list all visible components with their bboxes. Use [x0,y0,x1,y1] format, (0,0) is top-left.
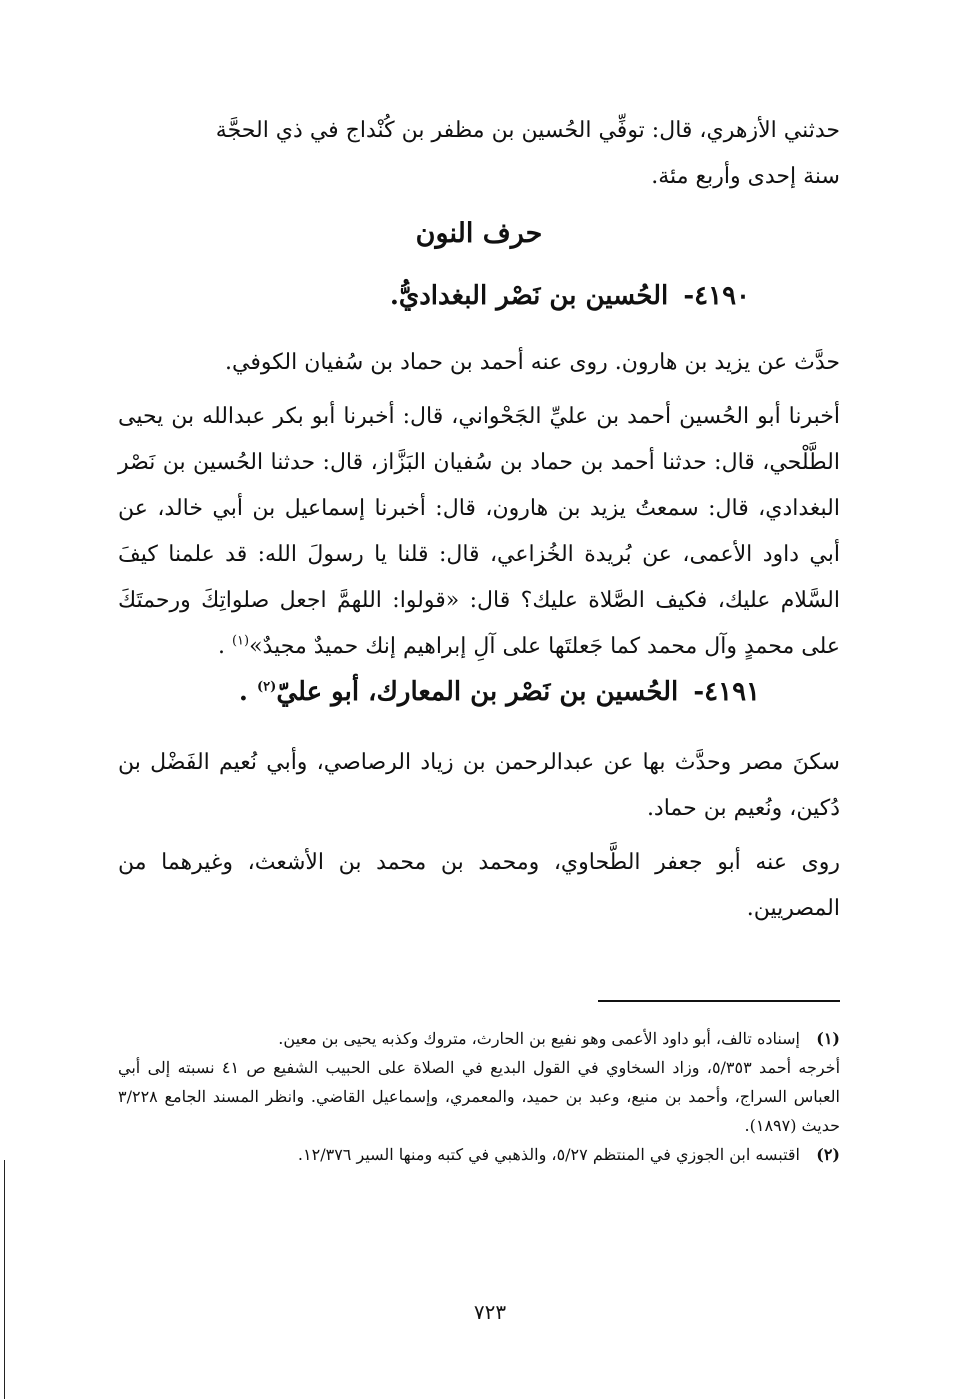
footnote-continuation: أخرجه أحمد ٥/٣٥٣، وزاد السخاوي في القول البديع في الصلاة على الحبيب الشفيع ص ٤١ نسبته إلى أبي العباس السراج، وأحمد بن منيع، وعبد بن حميد، والمعمري، وإسماعيل القاضي. وانظر المسند الجامع ٣/٢٢٨ حديث (١٨٩٧). [118,1058,841,1135]
footnote-text: اقتبسه ابن الجوزي في المنتظم ٥/٢٧، والذهبي في كتبه ومنها السير ١٢/٣٧٦. [297,1145,800,1164]
entry-paragraph: أخبرنا أبو الحُسين أحمد بن عليِّ الجَحْواني، قال: أخبرنا أبو بكر عبدالله بن يحيى الطَّلْحي، قال: حدثنا أحمد بن حماد بن سُفيان البَزَّاز، قال: حدثنا الحُسين بن نَصْر البغدادي، قال: سمعتُ يزيد بن هارون، قال: أخبرنا إسماعيل بن أبي خالد، عن أبي داود الأعمى، عن بُريدة الخُزاعي، قال: قلنا يا رسولَ الله: قد علمنا كيفَ السَّلام عليك، فكيف الصَّلاة عليك؟ قال: «قولوا: اللهمَّ اجعل صلواتِكَ ورحمتَكَ على محمدٍ وآل محمد كما جَعلتَها على آلِ إبراهيم إنك حميدٌ مجيدٌ»$^{(١)}$ . [118,404,840,659]
entry-paragraph: روى عنه أبو جعفر الطَّحاوي، ومحمد بن محمد بن الأشعث، وغيرهما من المصريين. [118,850,840,921]
intro-line-2: سنة إحدى وأربع مئة. [651,164,840,189]
footnote-ref[interactable]: (١) [231,633,250,649]
section-heading: حرف النون [415,218,543,249]
footnote-ref[interactable]: (٢) [257,679,277,695]
hadith-text: أخبرنا أبو الحُسين أحمد بن عليِّ الجَحْواني، قال: أخبرنا أبو بكر عبدالله بن يحيى الطَّلْحي، قال: حدثنا أحمد بن حماد بن سُفيان البَزَّاز، قال: حدثنا الحُسين بن نَصْر البغدادي، قال: سمعتُ يزيد بن هارون، قال: أخبرنا إسماعيل بن أبي خالد، عن أبي داود الأعمى، عن بُريدة الخُزاعي، قال: قلنا يا رسولَ الله: قد علمنا كيفَ السَّلام عليك، فكيف الصَّلاة عليك؟ قال: «قولوا: اللهمَّ اجعل صلواتِكَ ورحمتَكَ على محمدٍ وآل محمد كما جَعلتَها على آلِ إبراهيم إنك حميدٌ مجيدٌ» [118,404,840,659]
page-body [118,108,840,932]
entry-number: ٤١٩١- [693,677,760,707]
entry-name: الحُسين بن نَصْر بن المعارك، أبو عليّ [276,677,679,707]
footnote-item [118,1140,840,1169]
intro-line-1: حدثني الأزهري، قال: توفِّي الحُسين بن مظفر بن كُنْداج في ذي الحجَّة [215,118,840,143]
footnote-marker: (١) [816,1029,840,1048]
scan-margin-line [4,1160,5,1399]
entry-number: ٤١٩٠- [683,281,750,311]
page-number: ٧٢٣ [473,1300,507,1324]
entry-name: الحُسين بن نَصْر البغداديُّ. [389,281,669,311]
entry-paragraph: سكنَ مصر وحدَّث بها عن عبدالرحمن بن زياد الرصاصي، وأبي نُعيم الفَضْل بن دُكين، ونُعيم بن حماد. [118,750,840,821]
entry-paragraph: حدَّث عن يزيد بن هارون. روى عنه أحمد بن حماد بن سُفيان الكوفي. [225,350,840,375]
intro-paragraph [118,108,840,200]
footnote-separator [598,1000,840,1002]
footnotes [118,1024,840,1169]
entry-heading-4191: ٤١٩١- الحُسين بن نَصْر بن المعارك، أبو عليّ$^{(٢)}$ . [238,677,760,707]
footnote-marker: (٢) [816,1145,840,1164]
footnote-text: إسناده تالف، أبو داود الأعمى وهو نفيع بن الحارث، متروك وكذبه يحيى بن معين. [278,1029,800,1048]
entry-heading-4190 [118,274,750,318]
footnote-item [118,1024,840,1140]
